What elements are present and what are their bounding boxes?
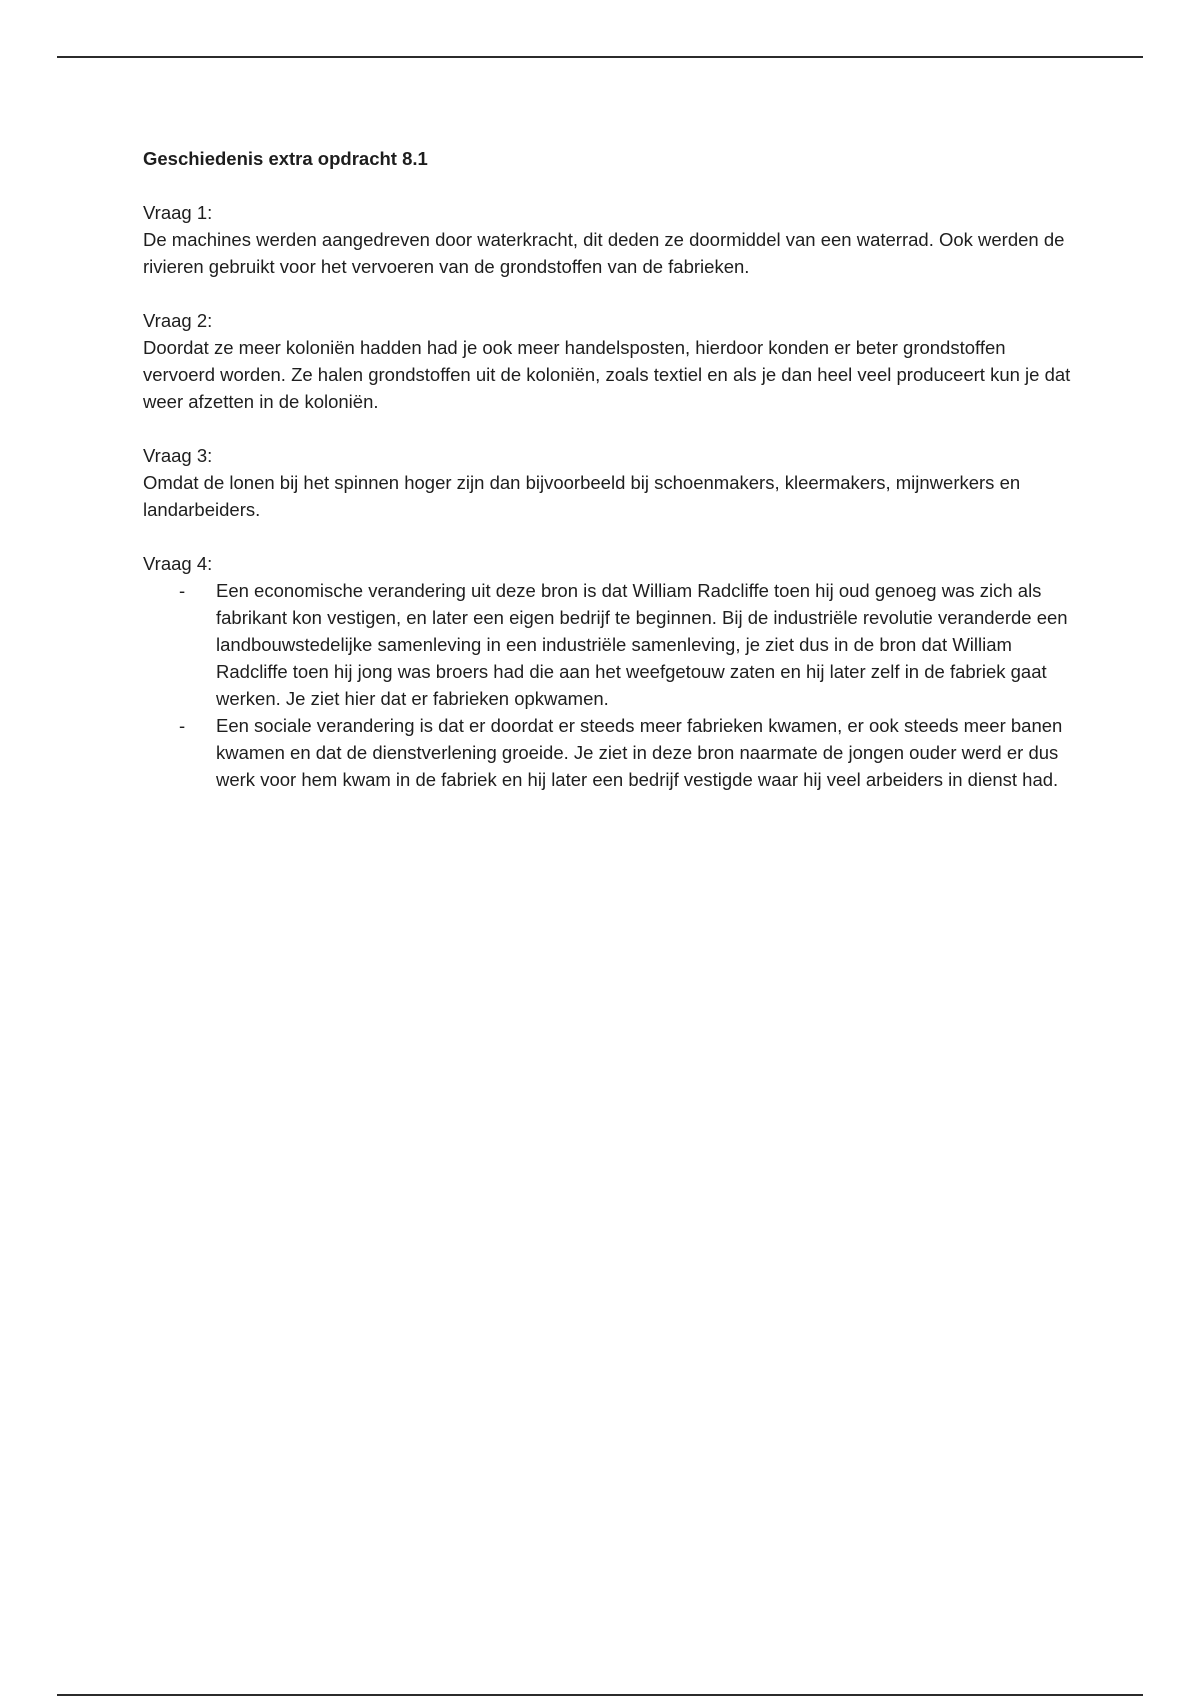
list-item — [143, 712, 1073, 793]
bullet-marker: - — [179, 715, 186, 736]
question-3 — [143, 442, 1073, 523]
header-rule — [57, 56, 1143, 58]
question-label: Vraag 3: — [143, 445, 213, 466]
bullet-text: Een economische verandering uit deze bron is dat William Radcliffe toen hij oud genoeg was zich als fabrikant kon vestigen, en later een eigen bedrijf te beginnen. Bij de industriële revolutie veranderde een landbouwstedelijke samenleving in een industriële samenleving, je ziet dus in de bron dat William Radcliffe toen hij jong was broers had die aan het weefgetouw zaten en hij later zelf in de fabriek gaat werken. Je ziet hier dat er fabrieken opkwamen. — [216, 580, 1068, 709]
question-label: Vraag 2: — [143, 310, 213, 331]
question-2 — [143, 307, 1073, 415]
question-label: Vraag 1: — [143, 202, 213, 223]
footer-rule — [57, 1694, 1143, 1696]
bullet-marker: - — [179, 580, 186, 601]
list-item — [143, 577, 1073, 712]
question-1 — [143, 199, 1073, 280]
bullet-text: Een sociale verandering is dat er doordat er steeds meer fabrieken kwamen, er ook steeds meer banen kwamen en dat de dienstverlening groeide. Je ziet in deze bron naarmate de jongen ouder werd er dus werk voor hem kwam in de fabriek en hij later een bedrijf vestigde waar hij veel arbeiders in dienst had. — [216, 715, 1063, 790]
answer-bullet-list — [143, 577, 1073, 793]
question-answer: Omdat de lonen bij het spinnen hoger zijn dan bijvoorbeeld bij schoenmakers, kleermakers, mijnwerkers en landarbeiders. — [143, 472, 1021, 520]
question-label: Vraag 4: — [143, 553, 213, 574]
document-title: Geschiedenis extra opdracht 8.1 — [143, 148, 428, 169]
document-body — [143, 145, 1073, 820]
question-answer: Doordat ze meer koloniën hadden had je ook meer handelsposten, hierdoor konden er beter grondstoffen vervoerd worden. Ze halen grondstoffen uit de koloniën, zoals textiel en als je dan heel veel produceert kun je dat weer afzetten in de koloniën. — [143, 337, 1071, 412]
question-answer: De machines werden aangedreven door waterkracht, dit deden ze doormiddel van een waterrad. Ook werden de rivieren gebruikt voor het vervoeren van de grondstoffen van de fabrieken. — [143, 229, 1065, 277]
question-4 — [143, 550, 1073, 793]
